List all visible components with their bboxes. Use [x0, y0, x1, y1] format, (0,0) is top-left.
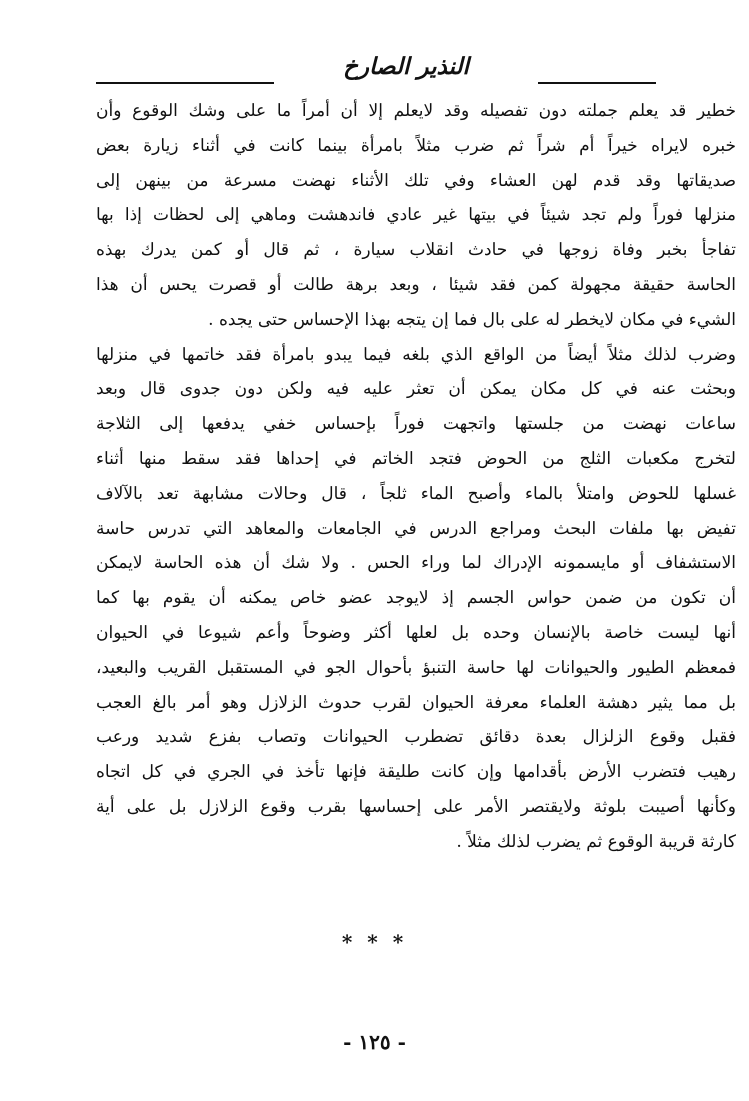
text-line: كارثة قريبة الوقوع ثم يضرب لذلك مثلاً . [456, 831, 736, 852]
text-line: غسلها للحوض وامتلأ بالماء وأصبح الماء ثلجاً ، قال وحالات مشابهة تعد بالآلاف [96, 483, 736, 504]
text-line: أنها ليست خاصة بالإنسان وحده بل لعلها أكثر وضوحاً وأعم شيوعا في الحيوان [96, 622, 736, 643]
header-rule-left [96, 82, 274, 84]
text-line: أن تكون من ضمن حواس الجسم إذ لايوجد عضو خاص يمكنه أن يقوم بها كما [96, 588, 736, 609]
text-line: خبره لايراه خيراً أم شراً ثم ضرب مثلاً بامرأة بينما كانت في أثناء زيارة بعض [96, 135, 736, 156]
text-line: الحاسة حقيقة مجهولة كمن فقد شيئا ، وبعد برهة طالت أو قصرت يحس أن هذا [96, 274, 736, 295]
text-line: خطير قد يعلم جملته دون تفصيله وقد لايعلم إلا أن أمراً ما على وشك الوقوع وأن [96, 101, 736, 121]
text-line: فقبل وقوع الزلزال بعدة دقائق تضطرب الحيوانات وتصاب بفزع شديد ورعب [96, 727, 736, 748]
text-line: الاستشفاف أو مايسمونه الإدراك لما وراء الحس . ولا شك أن هذه الحاسة لايمكن [96, 553, 736, 574]
text-line: بل مما يثير دهشة العلماء معرفة الحيوان لقرب حدوث الزلازل وهو أمر بالغ العجب [96, 692, 736, 713]
text-line: صديقاتها وقد قدم لهن العشاء وفي تلك الأثناء نهضت مسرعة من بينهن إلى [96, 170, 736, 191]
running-header [96, 52, 656, 88]
text-line: رهيب فتضرب الأرض بأقدامها وإن كانت طليقة فإنها تأخذ في الجري في كل اتجاه [96, 762, 736, 783]
header-rule-right [538, 82, 656, 84]
text-line: تفيض بها ملفات البحث ومراجع الدرس في الجامعات والمعاهد التي تدرس حاسة [96, 518, 736, 539]
page-number: - ١٢٥ - [343, 1030, 406, 1054]
header-title: النذير الصارخ [343, 54, 469, 80]
text-line: ساعات نهضت من جلستها واتجهت فوراً بإحساس خفي يدفعها إلى الثلاجة [96, 414, 736, 435]
text-line: وضرب لذلك مثلاً أيضاً من الواقع الذي بلغه فيما يبدو بامرأة فقد خاتمها في منزلها [96, 344, 736, 365]
text-line: وبحثت عنه في كل مكان يمكن أن تعثر عليه فيه ولكن دون جدوى قال وبعد [96, 379, 736, 400]
body-text [96, 94, 736, 860]
text-line: لتخرج مكعبات الثلج من الحوض فتجد الخاتم في إحداها فقد سقط منها أثناء [96, 448, 736, 469]
section-ornament: * * * [341, 930, 408, 954]
text-line: فمعظم الطيور والحيوانات لها حاسة التنبؤ بأحوال الجو في المستقبل القريب والبعيد، [96, 657, 736, 678]
text-line: الشيء في مكان لايخطر له على بال فما إن يتجه بهذا الإحساس حتى يجده . [208, 309, 736, 330]
text-line: وكأنها أصيبت بلوثة ولايقتصر الأمر على إحساسها بقرب وقوع الزلازل بل على أية [96, 796, 736, 817]
text-line: تفاجأ بخبر وفاة زوجها في حادث انقلاب سيارة ، ثم قال أو كمن يدرك بهذه [96, 240, 736, 261]
text-line: منزلها فوراً ولم تجد شيئاً في بيتها غير عادي فاندهشت وماهي إلى لحظات إذا بها [96, 205, 736, 226]
